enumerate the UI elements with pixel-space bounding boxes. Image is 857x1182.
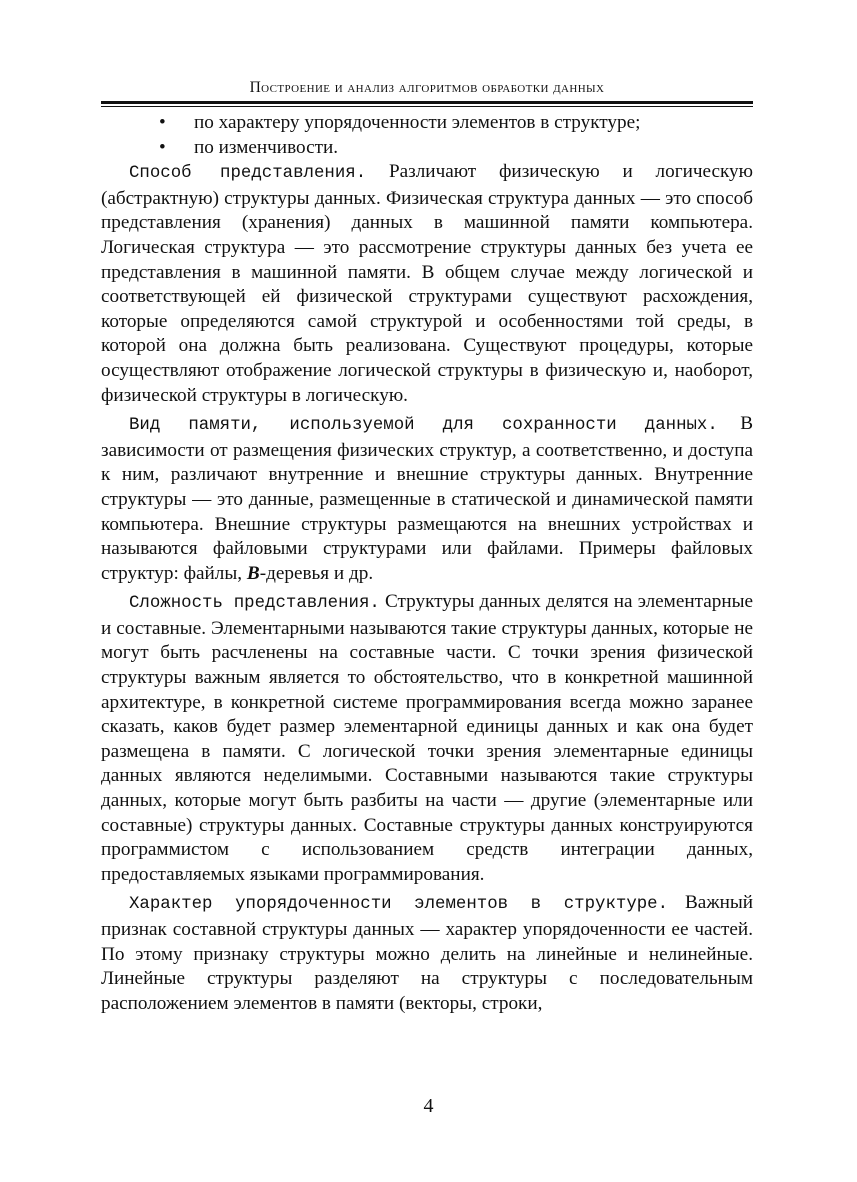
header-rule-thick	[101, 101, 753, 104]
bullet-text: по изменчивости.	[194, 136, 339, 158]
page-number: 4	[423, 1095, 434, 1117]
body-text	[101, 111, 753, 1016]
paragraph-ordering	[101, 891, 753, 1016]
bullet-icon: •	[159, 112, 166, 133]
bullet-item	[101, 136, 753, 161]
paragraph-text: Различают физическую и логическую (абстрактную) структуры данных. Физическая структура данных — это способ представления (хранения) данных в машинной памяти компьютера. Логическая структура — это рассмотрение структуры данных без учета ее представления в машинной памяти. В общем случае между логической и соответствующей ей физической структурами существуют расхождения, которые определяются самой структурой и особенностями той среды, в которой она должна быть реализована. Существуют процедуры, которые осуществляют отображение логической структуры в физическую и, наоборот, физической структуры в логическую.	[101, 161, 753, 406]
paragraph-complexity	[101, 590, 753, 887]
running-head: Построение и анализ алгоритмов обработки данных	[249, 79, 605, 96]
paragraph-text: В зависимости от размещения физических структур, а соответственно, и доступа к ним, различают внутренние и внешние структуры данных. Внутренние структуры — это данные, размещенные в статической и динамической памяти компьютера. Внешние структуры размещаются на внешних устройствах и называются файловыми структурами или файлами. Примеры файловых структур: файлы,	[101, 413, 753, 584]
bullet-icon: •	[159, 136, 166, 158]
paragraph-text: Важный признак составной структуры данных — характер упорядоченности ее частей. По этому признаку структуры можно делить на линейные и нелинейные. Линейные структуры разделяют на структуры с последовательным расположением элементов в памяти (векторы, строки,	[101, 892, 753, 1014]
paragraph-lead: Вид памяти, используемой для сохранности данных.	[129, 416, 718, 436]
italic-letter: B	[246, 562, 260, 584]
paragraph-lead: Характер упорядоченности элементов в структуре.	[129, 895, 669, 915]
paragraph-lead: Сложность представления.	[129, 594, 380, 614]
paragraph-tail: -деревья и др.	[259, 562, 374, 584]
paragraph-lead: Способ представления.	[129, 164, 367, 184]
bullet-text: по характеру упорядоченности элементов в структуре;	[194, 112, 641, 133]
paragraph-representation	[101, 160, 753, 408]
bullet-item	[101, 111, 753, 136]
paragraph-text: Структуры данных делятся на элементарные и составные. Элементарными называются такие структуры данных, которые не могут быть расчленены на составные части. С точки зрения физической структуры важным является то обстоятельство, что в конкретной машинной архитектуре, в конкретной системе программирования всегда можно заранее сказать, каков будет размер элементарной единицы данных и как она будет размещена в памяти. С логической точки зрения элементарные единицы данных являются неделимыми. Составными называются такие структуры данных, которые могут быть разбиты на части — другие (элементарные или составные) структуры данных. Составные структуры данных конструируются программистом с использованием средств интеграции данных, предоставляемых языками программирования.	[101, 591, 754, 885]
header-rule-thin	[101, 106, 753, 107]
paragraph-memory-type	[101, 412, 753, 586]
